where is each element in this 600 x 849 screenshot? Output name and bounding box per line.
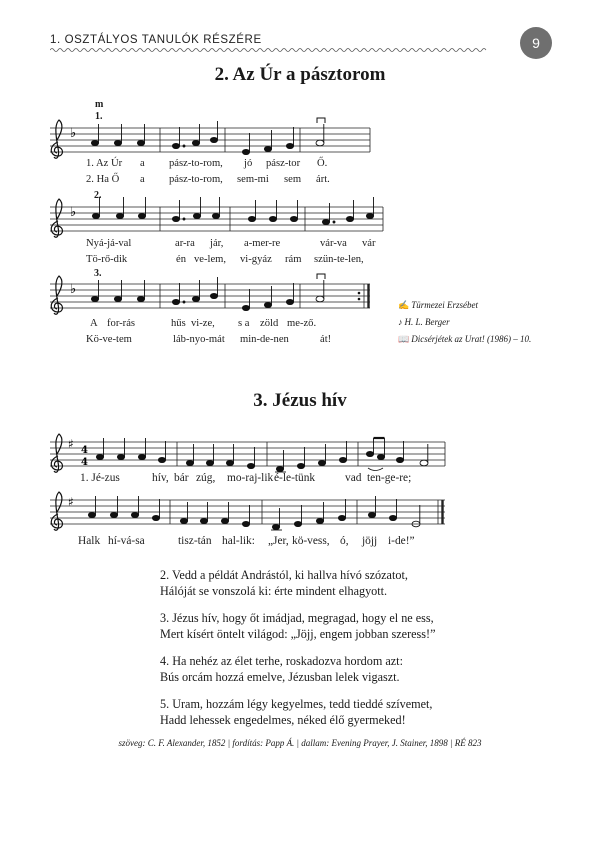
staff-4-lines: [50, 442, 445, 466]
flat-sign-icon: ♭: [70, 205, 77, 220]
line-number-2: 2.: [94, 190, 102, 201]
song2-footnote: szöveg: C. F. Alexander, 1852 | fordítás: Papp Á. | dallam: Evening Prayer, J. Stainer, 1898 | RÉ 823: [118, 738, 482, 748]
staff-3-notes: [91, 277, 324, 311]
pen-icon: ✍: [398, 300, 410, 310]
chapter-label: 1. OSZTÁLYOS TANULÓK RÉSZÉRE: [50, 34, 262, 46]
staff-5-lines: [50, 500, 445, 524]
sharp-sign-icon: ♯: [68, 495, 74, 509]
book-icon: 📖: [398, 334, 410, 344]
flat-sign-icon: ♭: [70, 126, 77, 141]
staff-1-notes: [91, 121, 324, 155]
treble-clef-icon: [51, 492, 62, 530]
staff-5-notes: [88, 496, 420, 530]
page-number-badge: 9: [520, 27, 552, 59]
fermata-icon: [317, 118, 325, 123]
treble-clef-icon: [51, 434, 62, 472]
credit-source: 📖 Dicsérjétek az Urat! (1986) – 10.: [398, 334, 532, 344]
credit-music-composer: ♪ H. L. Berger: [398, 317, 450, 327]
staff-2-notes: [92, 197, 373, 225]
music-note-icon: ♪: [398, 317, 403, 327]
treble-clef-icon: [51, 120, 62, 158]
verse-2: 2. Vedd a példát Andrástól, ki hallva hívó szózatot, Hálóját se vonszolá ki: érte mindent elhagyott.: [160, 568, 408, 598]
line-number-3: 3.: [94, 268, 102, 279]
verse-5: 5. Uram, hozzám légy kegyelmes, tedd tieddé szívemet, Hadd lehessek engedelmes, néked élő gyermeked!: [160, 697, 433, 727]
voice-mark: m: [95, 99, 104, 110]
sharp-sign-icon: ♯: [68, 437, 74, 451]
song-title-2: 3. Jézus hív: [253, 390, 347, 411]
verse-4: 4. Ha nehéz az élet terhe, roskadozva hordom azt: Bús orcám hozzá emelve, Jézusban lelek vigaszt.: [160, 654, 403, 684]
line-number-1: 1.: [95, 111, 103, 122]
fermata-icon: [317, 274, 325, 279]
treble-clef-icon: [51, 199, 62, 237]
flat-sign-icon: ♭: [70, 282, 77, 297]
time-signature-top: 4: [81, 445, 88, 456]
song-title-1: 2. Az Úr a pásztorom: [214, 64, 386, 85]
treble-clef-icon: [51, 276, 62, 314]
staff-4-notes: [96, 438, 428, 472]
slur-icon: [368, 468, 383, 471]
credit-text-author: ✍ Türmezei Erzsébet: [398, 300, 478, 310]
time-signature-bottom: 4: [81, 457, 88, 468]
verse-3: 3. Jézus hív, hogy őt imádjad, megragad, hogy el ne ess, Mert kísért öntelt világod: „Jöjj, engem jobban szeress!”: [160, 611, 436, 641]
